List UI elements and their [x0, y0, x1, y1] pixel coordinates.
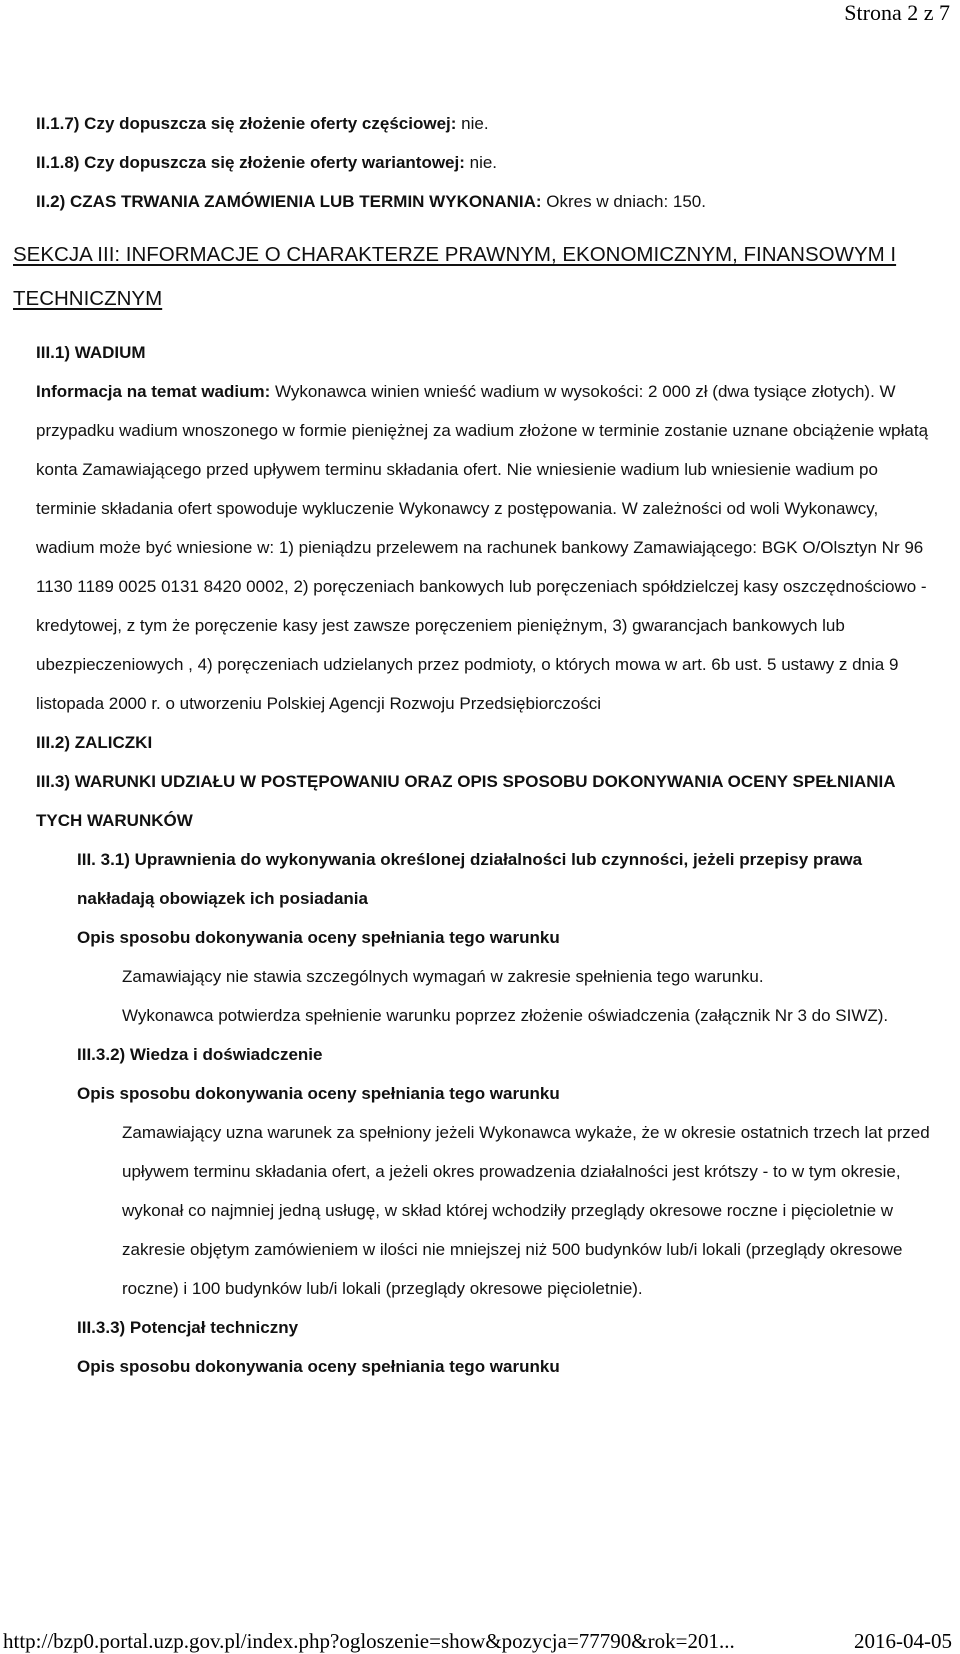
page-number: Strona 2 z 7 [844, 0, 950, 25]
uprawnienia-heading: III. 3.1) Uprawnienia do wykonywania określonej działalności lub czynności, jeżeli przepisy prawa nakładają obowiązek ich posiadania [77, 850, 863, 908]
document-body [13, 104, 941, 1386]
page-footer [3, 1628, 952, 1654]
opis-label-1: Opis sposobu dokonywania oceny spełniania tego warunku [77, 928, 560, 947]
uprawnienia-text-1: Zamawiający nie stawia szczególnych wymagań w zakresie spełnienia tego warunku. [122, 967, 764, 986]
wadium-text: Wykonawca winien wnieść wadium w wysokości: 2 000 zł (dwa tysiące złotych). W przypadku wadium wnoszonego w formie pieniężnej za wadium złożone w terminie zostanie uznane obciążenie wpłatą konta Zamawiającego przed upływem terminu składania ofert. Nie wniesienie wadium lub wniesienie wadium po terminie składania ofert spowoduje wykluczenie Wykonawcy z postępowania. W zależności od woli Wykonawcy, wadium może być wniesione w: 1) pieniądzu przelewem na rachunek bankowy Zamawiającego: BGK O/Olsztyn Nr 96 1130 1189 0025 0131 8420 0002, 2) poręczeniach bankowych lub poręczeniach spółdzielczej kasy oszczędnościowo - kredytowej, z tym że poręczenie kasy jest zawsze poręczeniem pieniężnym, 3) gwarancjach bankowych lub ubezpieczeniowych , 4) poręczeniach udzielanych przez podmioty, o których mowa w art. 6b ust. 5 ustawy z dnia 9 listopada 2000 r. o utworzeniu Polskiej Agencji Rozwoju Przedsiębiorczości [36, 382, 929, 713]
section-ii18 [36, 143, 941, 182]
opis-label-2: Opis sposobu dokonywania oceny spełniania tego warunku [77, 1084, 560, 1103]
warunki-heading: III.3) WARUNKI UDZIAŁU W POSTĘPOWANIU ORAZ OPIS SPOSOBU DOKONYWANIA OCENY SPEŁNIANIA TYCH WARUNKÓW [36, 772, 895, 830]
wadium-label: Informacja na temat wadium: [36, 382, 271, 401]
footer-url: http://bzp0.portal.uzp.gov.pl/index.php?ogloszenie=show&pozycja=77790&rok=201... [3, 1629, 735, 1653]
wiedza-text: Zamawiający uzna warunek za spełniony jeżeli Wykonawca wykaże, że w okresie ostatnich trzech lat przed upływem terminu składania ofert, a jeżeli okres prowadzenia działalności jest krótszy - to w tym okresie, wykonał co najmniej jedną usługę, w skład której wchodziły przeglądy okresowe roczne i pięcioletnie w zakresie objętym zamówieniem w ilości nie mniejszej niż 500 budynków lub/i lokali (przeglądy okresowe roczne) i 100 budynków lub/i lokali (przeglądy okresowe pięcioletnie). [122, 1123, 930, 1298]
potencjal-heading: III.3.3) Potencjał techniczny [77, 1318, 299, 1337]
footer-date: 2016-04-05 [854, 1629, 952, 1653]
section-ii17-value: nie. [456, 114, 489, 133]
section-ii2 [36, 182, 941, 221]
section-ii18-value: nie. [464, 153, 498, 172]
uprawnienia-text-2: Wykonawca potwierdza spełnienie warunku poprzez złożenie oświadczenia (załącznik Nr 3 do SIWZ). [122, 1006, 889, 1025]
wadium-paragraph [36, 372, 941, 723]
opis-label-3: Opis sposobu dokonywania oceny spełniania tego warunku [77, 1357, 560, 1376]
section-ii2-label: II.2) CZAS TRWANIA ZAMÓWIENIA LUB TERMIN WYKONANIA: [36, 192, 542, 211]
section-ii18-label: II.1.8) Czy dopuszcza się złożenie oferty wariantowej: [36, 153, 465, 172]
zaliczki-heading: III.2) ZALICZKI [36, 733, 153, 752]
section-iii-title: SEKCJA III: INFORMACJE O CHARAKTERZE PRAWNYM, EKONOMICZNYM, FINANSOWYM I TECHNICZNYM [13, 243, 897, 310]
wadium-heading: III.1) WADIUM [36, 343, 146, 362]
section-ii2-value: Okres w dniach: 150. [541, 192, 706, 211]
wiedza-heading: III.3.2) Wiedza i doświadczenie [77, 1045, 323, 1064]
section-ii17 [36, 104, 941, 143]
section-ii17-label: II.1.7) Czy dopuszcza się złożenie oferty częściowej: [36, 114, 457, 133]
